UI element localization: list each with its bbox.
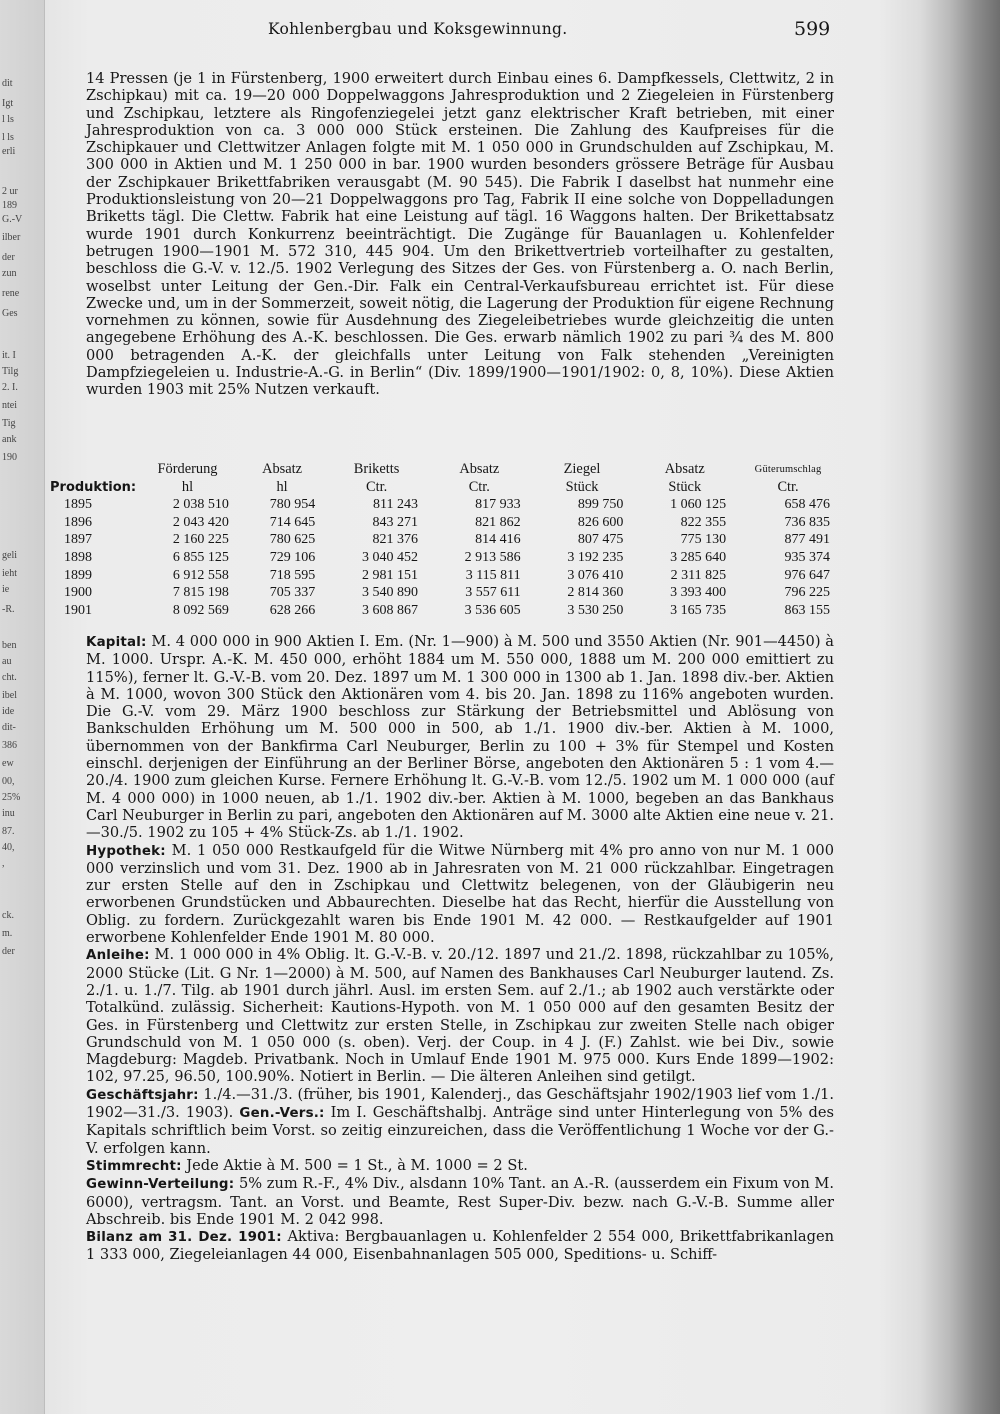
section-label: Geschäftsjahr: [86, 1087, 199, 1103]
table-cell: 3 076 410 [567, 567, 624, 583]
margin-fragment: 2. I. [2, 382, 18, 393]
table-cell: 658 476 [784, 497, 830, 513]
table-cell: 814 416 [475, 532, 521, 548]
table-row [50, 567, 840, 585]
table-cell: 7 815 198 [172, 585, 229, 601]
margin-fragment: geli [2, 550, 17, 561]
col-unit: hl [181, 478, 194, 495]
margin-fragment: dit- [2, 722, 16, 733]
table-cell: 736 835 [784, 514, 830, 530]
page-header [0, 18, 1000, 44]
table-header-units [50, 479, 840, 497]
table-cell: 863 155 [784, 602, 830, 618]
table-cell: 729 106 [269, 549, 316, 565]
margin-fragment: ntei [2, 400, 17, 411]
section-text: 1./4.—31./3. (früher, bis 1901, Kalenderj., das Geschäftsjahr 1902/1903 lief vom 1./1. 1902—31./3. 1903). [86, 1085, 834, 1122]
table-header-top [50, 461, 840, 479]
section-label: Hypothek: [86, 843, 166, 859]
section-label: Stimmrecht: [86, 1158, 182, 1174]
table-cell: 780 625 [269, 532, 316, 548]
col-header: Briketts [353, 461, 400, 477]
section-label: Kapital: [86, 635, 147, 650]
table-cell: 3 285 640 [670, 549, 727, 565]
margin-fragment: 189 [2, 200, 17, 211]
margin-fragment: G.-V [2, 214, 23, 225]
table-cell: 796 225 [784, 585, 830, 601]
table-cell: 8 092 569 [172, 602, 229, 618]
table-cell: 2 043 420 [172, 514, 229, 530]
table-cell: 821 376 [372, 532, 418, 548]
section-label: Bilanz am 31. Dez. 1901: [86, 1230, 282, 1246]
section-gewinn-verteilung [86, 1175, 834, 1228]
section-text: M. 4 000 000 in 900 Aktien I. Em. (Nr. 1—900) à M. 500 und 3550 Aktien (Nr. 901—4450) à M. 1000. Urspr. A.-K. M. 450 000, erhöht 1884 um M. 550 000, 1888 um M. 200 000 emittiert zu 115%), ferner lt. G.-V.-B. vom 20. Dez. 1897 um M. 1 300 000 in 1300 ab 1. Jan. 1898 div.-ber. Aktien à M. 1000, wovon 300 Stück den Aktionären vom 4. bis 20. Jan. 1898 zu 116% angeboten wurden. Die G.-V. vom 29. März 1900 beschloss zur Stärkung der Betriebsmittel und Ablösung von Bankschulden Erhöhung um M. 500 000 in 500, ab 1./1. 1900 div.-ber. Aktien à M. 1000, übernommen von der Bankfirma Carl Neuburger, Berlin zu 100 + 3% für Stempel und Kosten einschl. derjenigen der Einführung an der Berliner Börse, angeboten den Aktionären 5 : 1 vom 4.—20./4. 1900 zum gleichen Kurse. Fernere Erhöhung lt. G.-V.-B. vom 12./5. 1902 um M. 1 000 000 (auf M. 4 000 000) in 1000 neuen, ab 1./1. 1902 div.-ber. Aktien à M. 1000, begeben an das Bankhaus Carl Neuburger in Berlin zu pari, angeboten den Aktionären auf M. 3000 alte Aktien eine neue v. 21.—30./5. 1902 zu 105 + 4% Stück-Zs. ab 1./1. 1902. [86, 633, 834, 842]
table-year-cell: 1896 [64, 514, 92, 530]
section-text: M. 1 050 000 Restkaufgeld für die Witwe Nürnberg mit 4% pro anno von nur M. 1 000 000 verzinslich und vom 31. Dez. 1900 ab in Jahresraten von M. 21 000 rückzahlbar. Eingetragen zur ersten Stelle auf den in Zschipkau und Clettwitz belegenen, von der Gläubigerin neu erworbenen Grundstücken und Abbaurechten. Dieselbe hat das Recht, hierfür die Ausstellung von Oblig. zu fordern. Zurückgezahlt waren bis Ende 1901 M. 42 000. — Restkaufgelder auf 1901 erworbene Kohlenfelder Ende 1901 M. 80 000. [86, 841, 834, 947]
margin-fragment: Tig [2, 418, 16, 429]
table-cell: 6 855 125 [172, 549, 229, 565]
table-year-cell: 1898 [64, 549, 92, 565]
margin-fragment: ide [2, 706, 15, 717]
margin-fragment: ben [2, 640, 17, 651]
margin-fragment: ilber [2, 232, 21, 243]
col-unit: hl [276, 478, 288, 495]
margin-fragment: ibel [2, 690, 17, 701]
table-cell: 843 271 [372, 514, 418, 530]
margin-fragment: m. [2, 928, 13, 939]
table-cell: 3 536 605 [464, 602, 521, 618]
table-cell: 628 266 [269, 602, 316, 618]
section-text: 5% zum R.-F., 4% Div., alsdann 10% Tant. an A.-R. (ausserdem ein Fixum von M. 6000), vertragsm. Tant. an Vorst. und Beamte, Rest Super-Div. bezw. nach G.-V.-B. Summe aller Abschreib. bis Ende 1901 M. 2 042 998. [86, 1175, 834, 1228]
section-geschaeftsjahr [86, 1086, 834, 1157]
margin-fragment: l ls [2, 132, 14, 143]
margin-fragment: 386 [2, 740, 17, 751]
table-row [50, 531, 840, 549]
table-cell: 821 862 [475, 514, 521, 530]
table-cell: 3 393 400 [670, 585, 727, 601]
table-row [50, 514, 840, 532]
col-unit: Stück [668, 478, 702, 495]
margin-fragment: 00, [2, 776, 15, 787]
margin-fragment: der [2, 252, 15, 263]
margin-fragment: , [2, 858, 5, 869]
section-stimmrecht [86, 1157, 834, 1175]
margin-fragment: erli [2, 146, 16, 157]
table-row-label: Produktion: [50, 479, 137, 495]
table-cell: 714 645 [269, 514, 316, 530]
table-cell: 2 913 586 [464, 549, 521, 565]
table-cell: 811 243 [372, 497, 418, 513]
table-cell: 935 374 [784, 549, 830, 565]
table-cell: 3 530 250 [567, 602, 624, 618]
section-hypothek [86, 842, 834, 947]
table-row [50, 549, 840, 567]
margin-fragment: 2 ur [2, 186, 18, 197]
page-number: 599 [794, 18, 831, 40]
section-label: Gewinn-Verteilung: [86, 1177, 235, 1193]
table-cell: 899 750 [577, 497, 624, 513]
table-cell: 780 954 [269, 497, 316, 513]
section-text: Im I. Geschäftshalbj. Anträge sind unter Hinterlegung von 5% des Kapitals schriftlich beim Vorst. so zeitig einzureichen, dass die Veröffentlichung 1 Woche vor der G.-V. erfolgen kann. [86, 1104, 834, 1157]
table-cell: 6 912 558 [172, 567, 229, 583]
table-cell: 2 038 510 [172, 497, 229, 513]
table-year-cell: 1901 [64, 602, 92, 618]
table-cell: 1 060 125 [670, 497, 727, 513]
table-cell: 877 491 [784, 532, 830, 548]
body-text-sections [86, 633, 834, 1264]
table-row [50, 496, 840, 514]
running-head: Kohlenbergbau und Koksgewinnung. [268, 20, 568, 38]
margin-fragment: cht. [2, 672, 17, 683]
margin-fragment: rene [2, 288, 20, 299]
margin-fragment: Igt [2, 98, 14, 109]
table-cell: 3 608 867 [361, 602, 418, 618]
table-cell: 2 160 225 [172, 532, 229, 548]
col-unit: Ctr. [365, 478, 388, 495]
table-row [50, 602, 840, 620]
margin-fragment: 40, [2, 842, 15, 853]
margin-fragment: der [2, 946, 15, 957]
section-text: M. 1 000 000 in 4% Oblig. lt. G.-V.-B. v. 20./12. 1897 und 21./2. 1898, rückzahlbar zu 105%, 2000 Stücke (Lit. G Nr. 1—2000) à M. 500, auf Namen des Bankhauses Carl Neuburger lautend. Zs. 2./1. u. 1./7. Tilg. ab 1901 durch jährl. Ausl. im ersten Sem. auf 2./1.; ab 1902 auch verstärkte oder Totalkünd. zulässig. Sicherheit: Kautions-Hypoth. von M. 1 050 000 auf den gesamten Besitz der Ges. in Fürstenberg und Clettwitz zur ersten Stelle, in Zschipkau zur zweiten Stelle nach obiger Grundschuld von M. 1 050 000 (s. oben). Verj. der Coup. in 4 J. (F.) Zahlst. wie bei Div., sowie Magdeburg: Magdeb. Privatbank. Noch in Umlauf Ende 1901 M. 975 000. Kurs Ende 1899—1902: 102, 97.25, 96.50, 100.90%. Notiert in Berlin. — Die älteren Anleihen sind getilgt. [86, 946, 834, 1086]
table-cell: 3 557 611 [465, 585, 521, 601]
margin-fragment: ank [2, 434, 17, 445]
table-year-cell: 1897 [64, 532, 92, 548]
table-cell: 2 311 825 [670, 567, 727, 583]
table-cell: 718 595 [269, 567, 316, 583]
col-header: Güterumschlag [754, 464, 822, 475]
col-unit: Ctr. [468, 478, 490, 495]
section-label: Anleihe: [86, 948, 150, 964]
table-cell: 3 165 735 [670, 602, 727, 618]
margin-fragment: ieht [2, 568, 17, 579]
margin-fragment: 190 [2, 452, 17, 463]
col-header: Absatz [664, 461, 705, 477]
table-cell: 3 540 890 [361, 585, 418, 601]
margin-fragment: inu [2, 808, 15, 819]
margin-fragment: ew [2, 758, 14, 769]
col-unit: Stück [565, 478, 599, 495]
margin-fragment: Ges [2, 308, 18, 319]
section-anleihe [86, 946, 834, 1085]
margin-fragment: -R. [2, 604, 15, 615]
margin-fragment: au [2, 656, 12, 667]
table-year-cell: 1900 [64, 585, 92, 601]
margin-fragment: it. I [2, 350, 16, 361]
margin-fragment: 87. [2, 826, 15, 837]
margin-fragment: ie [2, 584, 10, 595]
col-header: Absatz [459, 461, 500, 477]
table-cell: 2 814 360 [567, 585, 624, 601]
table-cell: 807 475 [577, 532, 624, 548]
table-cell: 2 981 151 [361, 567, 418, 583]
margin-fragment: dit [2, 78, 13, 89]
section-text: Jede Aktie à M. 500 = 1 St., à M. 1000 = 2 St. [186, 1156, 528, 1174]
col-header: Ziegel [563, 461, 601, 477]
table-cell: 822 355 [680, 514, 727, 530]
table-cell: 3 115 811 [465, 567, 521, 583]
section-text: Aktiva: Bergbauanlagen u. Kohlenfelder 2 554 000, Brikettfabrikanlagen 1 333 000, Ziegeleianlagen 44 000, Eisenbahnanlagen 505 000, Speditions- u. Schiff- [86, 1228, 835, 1264]
adjacent-page-margin [0, 0, 45, 1414]
col-unit: Ctr. [777, 478, 799, 495]
margin-fragment: zun [2, 268, 17, 279]
table-row [50, 584, 840, 602]
margin-fragment: 25% [2, 792, 21, 803]
table-year-cell: 1899 [64, 567, 92, 583]
production-table [50, 461, 840, 619]
table-cell: 976 647 [784, 567, 830, 583]
col-header: Förderung [157, 461, 218, 477]
section-bilanz [86, 1228, 834, 1264]
table-cell: 705 337 [269, 585, 316, 601]
section-kapital [86, 633, 834, 842]
table-cell: 775 130 [680, 532, 727, 548]
table-cell: 3 192 235 [567, 549, 624, 565]
col-header: Absatz [262, 461, 303, 477]
table-year-cell: 1895 [64, 497, 92, 513]
margin-fragment: l ls [2, 114, 14, 125]
margin-fragment: ck. [2, 910, 14, 921]
paragraph-production-facilities: 14 Pressen (je 1 in Fürstenberg, 1900 erweitert durch Einbau eines 6. Dampfkessels, Clettwitz, 2 in Zschipkau) mit ca. 19—20 000 Doppelwaggons Jahresproduktion und 2 Ziegeleien in Fürstenberg und Zschipkau, letztere als Ringofenziegelei jetzt ganz elektrischer Kraft betrieben, mit einer Jahresproduktion von ca. 3 000 000 Stück ersteinen. Die Zahlung des Kaufpreises für die Zschipkauer und Clettwitzer Anlagen folgte mit M. 1 050 000 in Grundschulden auf Zschipkau, M. 300 000 in Aktien und M. 1 250 000 in bar. 1900 wurden besonders grössere Beträge für Ausbau der Zschipkauer Brikettfabriken verausgabt (M. 90 545). Die Fabrik I daselbst hat nunmehr eine Produktionsleistung von 20—21 Doppelwaggons pro Tag, Fabrik II eine solche von Doppelladungen Briketts tägl. Die Clettw. Fabrik hat eine Leistung auf tägl. 16 Waggons halten. Der Brikettabsatz wurde 1901 durch Konkurrenz beeinträchtigt. Die Zugänge für Bauanlagen u. Kohlenfelder betrugen 1900—1901 M. 572 310, 445 904. Um den Brikettvertrieb vorteilhafter zu gestalten, beschloss die G.-V. v. 12./5. 1902 Verlegung des Sitzes der Ges. von Fürstenberg a. O. nach Berlin, woselbst unter Leitung der Gen.-Dir. Falk ein Central-Verkaufsbureau errichtet ist. Für diese Zwecke und, um in der Sommerzeit, soweit nötig, die Lagerung der Produktion für eigene Rechnung vornehmen zu können, sowie für Ausdehnung des Ziegeleibetriebes wurde gleichzeitig die unten angegebene Erhöhung des A.-K. beschlossen. Die Ges. erwarb nämlich 1902 zu pari ¾ des M. 800 000 betragenden A.-K. der gleichfalls unter Leitung von Falk stehenden „Vereinigten Dampfziegeleien u. Industrie-A.-G. in Berlin“ (Div. 1899/1900—1901/1902: 0, 8, 10%). Diese Aktien wurden 1903 mit 25% Nutzen verkauft. [86, 70, 834, 399]
section-label: Gen.-Vers.: [239, 1106, 325, 1122]
body-text-top [86, 70, 834, 399]
table-cell: 826 600 [577, 514, 624, 530]
margin-fragment: Tilg [2, 366, 19, 377]
table-cell: 3 040 452 [361, 549, 418, 565]
table-cell: 817 933 [475, 497, 521, 513]
